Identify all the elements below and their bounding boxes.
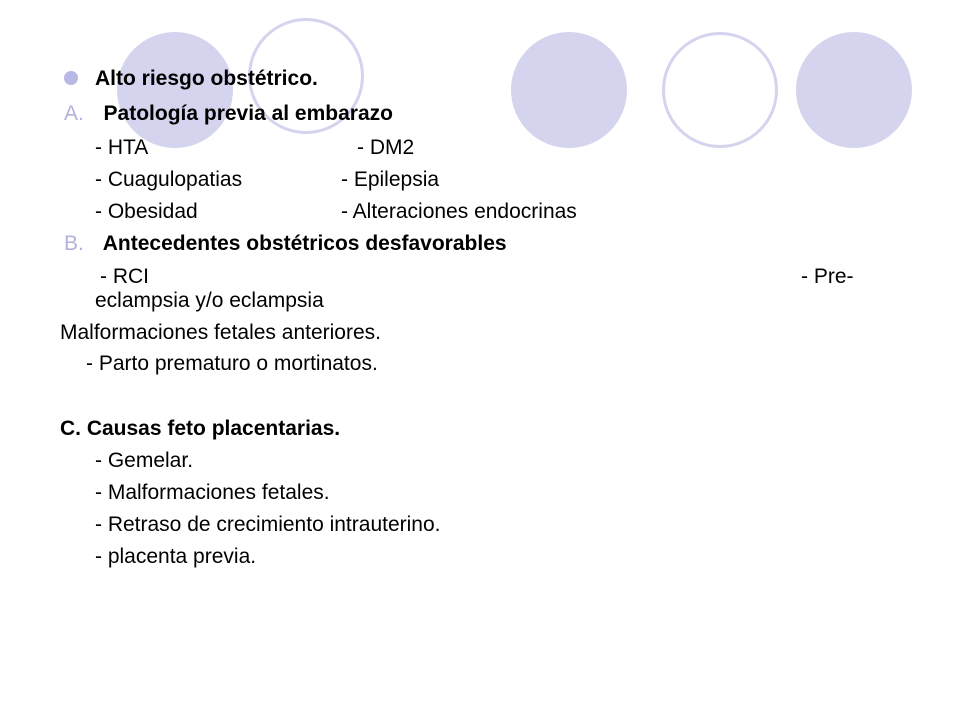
section-a-marker: A.	[64, 102, 84, 125]
section-c-item-1: - Gemelar.	[95, 449, 194, 472]
section-b-heading-row	[64, 231, 507, 256]
section-a-item-left-3: - Obesidad	[95, 200, 198, 223]
section-b-item-malformaciones: Malformaciones fetales anteriores.	[60, 321, 381, 344]
section-b-heading: Antecedentes obstétricos desfavorables	[102, 232, 507, 255]
section-a-item-left-2: - Cuagulopatias	[95, 168, 243, 191]
section-c-item-4: - placenta previa.	[95, 545, 257, 568]
section-a-item-right-3: - Alteraciones endocrinas	[341, 200, 577, 223]
section-b-item-parto: - Parto prematuro o mortinatos.	[86, 352, 378, 375]
section-b-item-pre: - Pre-	[801, 265, 854, 288]
section-a-item-right-2: - Epilepsia	[341, 168, 440, 191]
section-a-item-left-1: - HTA	[95, 136, 149, 159]
bullet-dot-icon	[64, 71, 78, 85]
section-a-heading-row	[64, 101, 393, 126]
section-b-marker: B.	[64, 232, 84, 255]
slide-title: Alto riesgo obstétrico.	[95, 67, 318, 90]
section-a-item-right-1: - DM2	[357, 136, 415, 159]
section-c-item-3: - Retraso de crecimiento intrauterino.	[95, 513, 441, 536]
section-c-item-2: - Malformaciones fetales.	[95, 481, 330, 504]
section-b-item-eclampsia: eclampsia y/o eclampsia	[95, 289, 324, 312]
section-a-heading: Patología previa al embarazo	[103, 102, 393, 125]
section-b-item-rci: - RCI	[100, 265, 149, 288]
section-c-heading: C. Causas feto placentarias.	[60, 417, 341, 440]
